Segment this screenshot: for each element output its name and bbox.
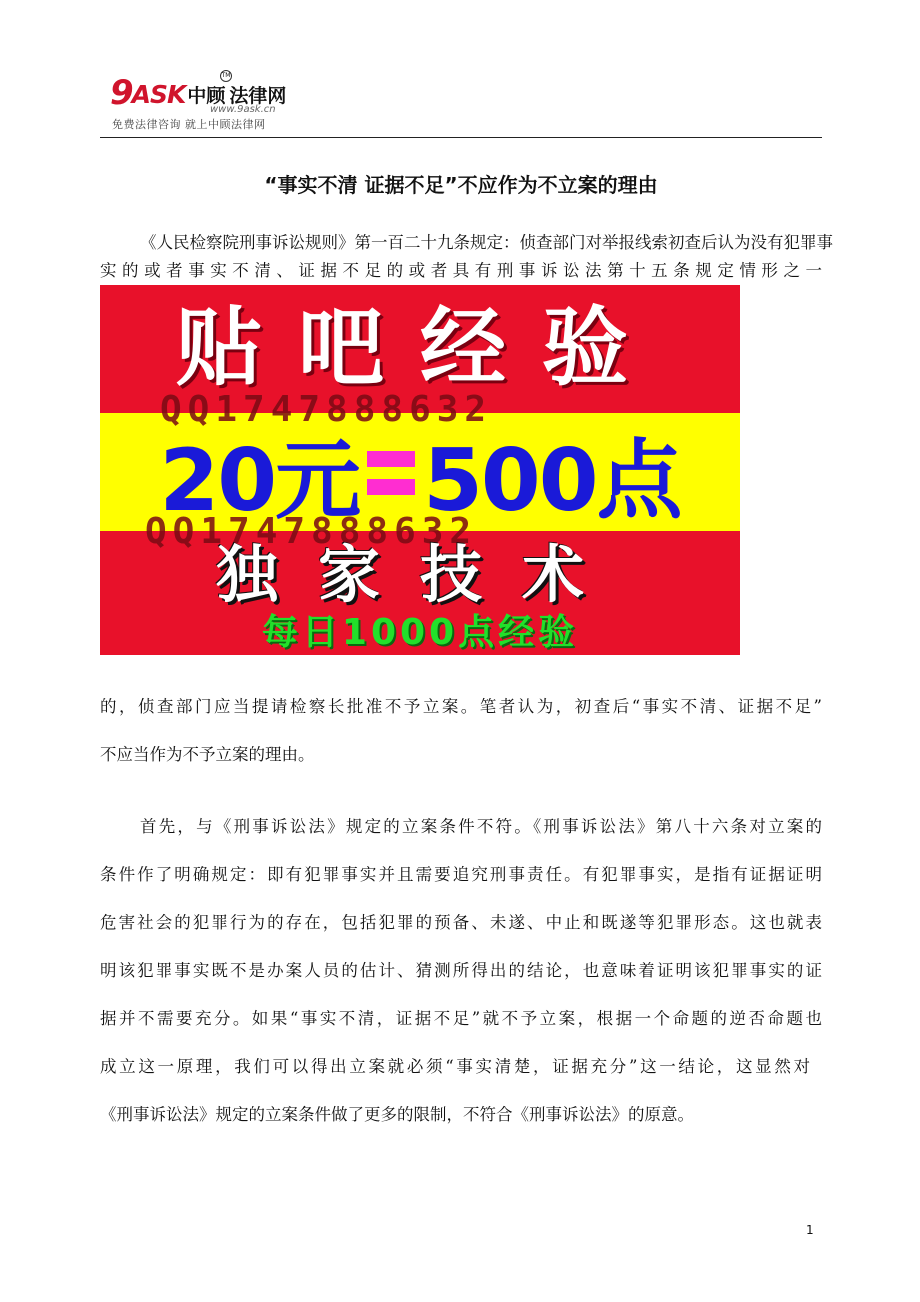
document-title: “事实不清 证据不足”不应作为不立案的理由 (264, 173, 658, 197)
logo-nine: 9 (110, 73, 132, 113)
ad-qq-line-1: QQ1747888632 (160, 389, 493, 430)
header-divider (100, 137, 822, 138)
ad-price-left: 20元 (159, 431, 360, 531)
ad-tech: 独家技术 (215, 538, 624, 611)
ad-qq-line-2: QQ1747888632 (145, 511, 478, 552)
ad-headline: 贴吧经验 (176, 298, 664, 398)
trademark-icon: TM (220, 70, 232, 82)
logo-brand-cn: 中顾 (187, 85, 226, 107)
site-logo (110, 72, 310, 134)
paragraph-1-line-1: 《人民检察院刑事诉讼规则》第一百二十九条规定：侦查部门对举报线索初查后认为没有犯罪事 (140, 233, 833, 252)
paragraph-2-line-2: 条件作了明确规定：即有犯罪事实并且需要追究刑事责任。有犯罪事实，是指有证据证明 (100, 865, 822, 884)
logo-ask: ASK (131, 80, 186, 109)
paragraph-1-line-2: 实的或者事实不清、证据不足的或者具有刑事诉讼法第十五条规定情形之一 (100, 261, 822, 280)
equals-icon (367, 451, 415, 495)
logo-brand-sub: 法律网 (229, 85, 287, 107)
paragraph-1-line-4: 不应当作为不予立案的理由。 (100, 745, 315, 764)
paragraph-2-line-5: 据并不需要充分。如果“事实不清，证据不足”就不予立案，根据一个命题的逆否命题也 (100, 1009, 822, 1028)
ad-daily: 每日1000点经验 (261, 612, 579, 653)
logo-slogan: 免费法律咨询 就上中顾法律网 (112, 118, 266, 131)
page-number: 1 (806, 1223, 814, 1237)
logo-url: www.9ask.cn (210, 104, 276, 115)
ad-banner[interactable] (100, 285, 740, 655)
ad-price (100, 421, 740, 531)
paragraph-2-line-4: 明该犯罪事实既不是办案人员的估计、猜测所得出的结论，也意味着证明该犯罪事实的证 (100, 961, 822, 980)
paragraph-2-line-6: 成立这一原理，我们可以得出立案就必须“事实清楚，证据充分”这一结论，这显然对 (100, 1057, 810, 1076)
paragraph-2-line-3: 危害社会的犯罪行为的存在，包括犯罪的预备、未遂、中止和既遂等犯罪形态。这也就表 (100, 913, 822, 932)
paragraph-1-line-3: 的，侦查部门应当提请检察长批准不予立案。笔者认为，初查后“事实不清、证据不足” (100, 697, 822, 716)
paragraph-2-line-7: 《刑事诉讼法》规定的立案条件做了更多的限制，不符合《刑事诉讼法》的原意。 (100, 1105, 694, 1124)
ad-price-right: 500点 (423, 431, 681, 531)
paragraph-2-line-1: 首先，与《刑事诉讼法》规定的立案条件不符。《刑事诉讼法》第八十六条对立案的 (140, 817, 822, 836)
